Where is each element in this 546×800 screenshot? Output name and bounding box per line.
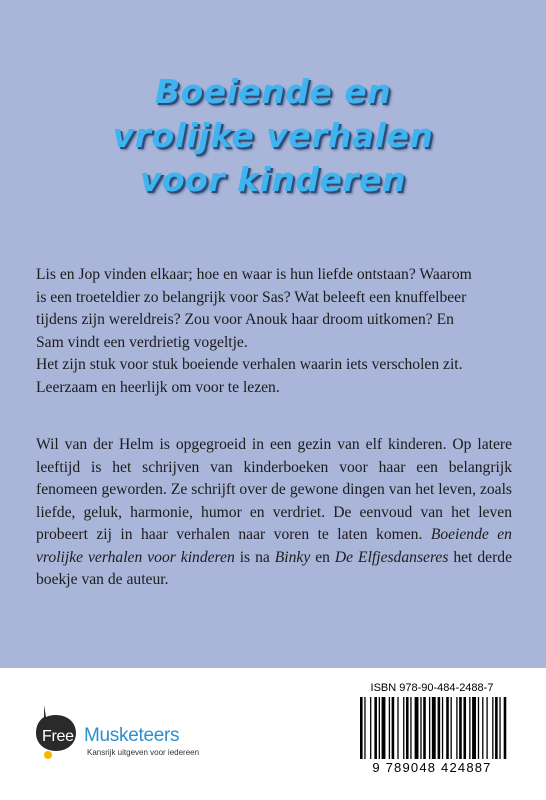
bio-text: en — [310, 548, 335, 566]
barcode-bar — [379, 697, 380, 759]
barcode-bar — [446, 697, 449, 759]
book-title — [0, 70, 546, 202]
barcode-bar — [456, 697, 457, 759]
barcode-bar — [432, 697, 436, 759]
publisher-name-musketeers: Musketeers — [84, 725, 180, 746]
author-bio-paragraph — [36, 434, 512, 592]
bio-text: het derde boekje van de auteur. — [36, 548, 513, 588]
blurb-line: Leerzaam en heerlijk om voor te lezen. — [36, 378, 280, 396]
bio-book-elfjesdanseres: De Elfjesdanseres — [334, 548, 449, 566]
barcode-bar — [364, 697, 365, 759]
barcode-bar — [463, 697, 466, 759]
bio-text: is na — [234, 548, 275, 566]
barcode-bar — [429, 697, 430, 759]
barcode-icon — [360, 697, 508, 759]
barcode-bar — [374, 697, 377, 759]
publisher-logo — [36, 705, 236, 765]
barcode-bar — [459, 697, 462, 759]
bio-text: Wil van der Helm is opgegroeid in een gezin van elf kinderen. Op latere leeftijd is het schrijven van kinderboeken voor haar een belangrijk fenomeen geworden. Ze schrijft over de gewone dingen van het leven, zoals liefde, geluk, harmonie, humor en verdriet. De eenvoud van het leven probeert zij in haar verhalen naar voren te laten komen. — [36, 436, 512, 543]
barcode-bar — [442, 697, 443, 759]
barcode-bar — [382, 697, 386, 759]
barcode-bar — [389, 697, 390, 759]
barcode-bar — [499, 697, 500, 759]
barcode-bar — [438, 697, 441, 759]
barcode-bar — [492, 697, 493, 759]
barcode-bar — [423, 697, 426, 759]
barcode-bar — [486, 697, 487, 759]
isbn-label: ISBN 978-90-484-2488-7 — [370, 682, 494, 694]
title-line-2: vrolijke verhalen — [112, 116, 434, 155]
barcode-bar — [410, 697, 411, 759]
isbn-digits: 9 789048 424887 — [372, 760, 492, 775]
title-line-1: Boeiende en — [154, 72, 392, 111]
bio-book-binky: Binky — [274, 548, 311, 566]
barcode-bar — [451, 697, 452, 759]
barcode-bar — [478, 697, 479, 759]
barcode-bar — [415, 697, 419, 759]
title-line-3: voor kinderen — [139, 160, 407, 199]
barcode-bar — [472, 697, 476, 759]
blurb-line: is een troeteldier zo belangrijk voor Sas? Wat beleeft een knuffelbeer — [36, 288, 467, 306]
barcode-bar — [420, 697, 421, 759]
bio-book-title: Boeiende en vrolijke verhalen voor kinderen — [36, 526, 512, 566]
barcode-bar — [406, 697, 409, 759]
barcode-bar — [482, 697, 483, 759]
publisher-tagline: Kansrijk uitgeven voor iedereen — [87, 748, 200, 757]
blurb-line: Het zijn stuk voor stuk boeiende verhalen waarin iets verscholen zit. — [36, 356, 463, 373]
barcode-bar — [370, 697, 371, 759]
blurb-line: Sam vindt een verdrietig vogeltje. — [36, 333, 248, 351]
blurb-line: tijdens zijn wereldreis? Zou voor Anouk haar droom uitkomen? En — [36, 311, 454, 328]
isbn-barcode-block — [352, 682, 512, 782]
publisher-name-free: Free — [42, 728, 74, 745]
barcode-bar — [397, 697, 398, 759]
barcode-bar — [392, 697, 395, 759]
barcode-bar — [495, 697, 498, 759]
barcode-bar — [504, 697, 507, 759]
barcode-bar — [360, 697, 363, 759]
blurb-paragraph — [36, 264, 512, 399]
barcode-bar — [469, 697, 470, 759]
barcode-bar — [403, 697, 404, 759]
blurb-line: Lis en Jop vinden elkaar; hoe en waar is hun liefde ontstaan? Waarom — [36, 266, 472, 283]
